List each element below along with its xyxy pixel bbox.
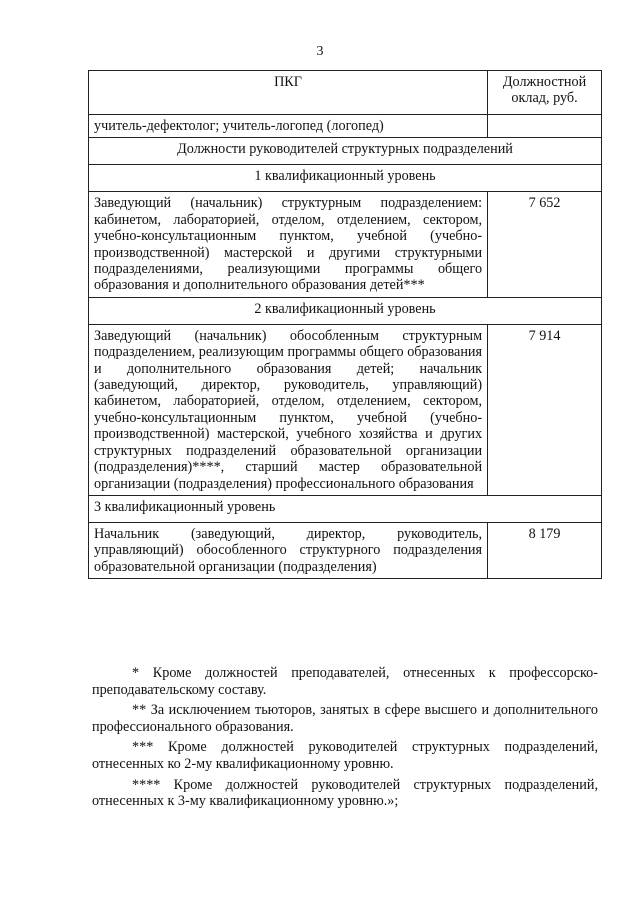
position-cell: Заведующий (начальник) структурным подразделением: кабинетом, лабораторией, отделом, отделением, сектором, учебно-консультационным пунктом, учебной (учебно-производственной) мастерской и другими структурными подразделениями, реализующими программы общего образования и дополнительного образования детей*** [89, 192, 488, 297]
table-header-row [89, 71, 602, 115]
header-salary: Должностной оклад, руб. [488, 71, 602, 115]
level-row [89, 165, 602, 192]
table-row [89, 192, 602, 297]
section-title: Должности руководителей структурных подразделений [89, 138, 602, 165]
table-row [89, 324, 602, 495]
level-row [89, 297, 602, 324]
footnotes [92, 665, 598, 814]
footnote: *** Кроме должностей руководителей структурных подразделений, отнесенных ко 2-му квалификационному уровню. [92, 739, 598, 772]
section-row [89, 138, 602, 165]
level-title: 3 квалификационный уровень [89, 495, 602, 522]
level-title: 2 квалификационный уровень [89, 297, 602, 324]
salary-cell: 8 179 [488, 522, 602, 578]
level-title: 1 квалификационный уровень [89, 165, 602, 192]
salary-table [88, 70, 602, 579]
footnote: * Кроме должностей преподавателей, отнесенных к профессорско-преподавательскому составу. [92, 665, 598, 698]
table-row [89, 115, 602, 138]
footnote: **** Кроме должностей руководителей структурных подразделений, отнесенных к 3-му квалификационному уровню.»; [92, 776, 598, 810]
salary-cell: 7 914 [488, 324, 602, 495]
footnote: ** За исключением тьюторов, занятых в сфере высшего и дополнительного профессионального образования. [92, 702, 598, 735]
salary-cell: 7 652 [488, 192, 602, 297]
header-pkg: ПКГ [89, 71, 488, 115]
table-row [89, 522, 602, 578]
page-number: 3 [316, 44, 324, 59]
position-cell: учитель-дефектолог; учитель-логопед (логопед) [89, 115, 488, 138]
salary-cell-empty [488, 115, 602, 138]
level-row [89, 495, 602, 522]
position-cell: Заведующий (начальник) обособленным структурным подразделением, реализующим программы общего образования и дополнительного образования детей; начальник (заведующий, директор, руководитель, управляющий) кабинетом, лабораторией, отделом, отделением, сектором, учебно-консультационным пунктом, учебной (учебно-производственной) мастерской, учебного хозяйства и других структурных подразделений образовательной организации (подразделения)****, старший мастер образовательной организации (подразделения) профессионального образования [89, 324, 488, 495]
position-cell: Начальник (заведующий, директор, руководитель, управляющий) обособленного структурного подразделения образовательной организации (подразделения) [89, 522, 488, 578]
